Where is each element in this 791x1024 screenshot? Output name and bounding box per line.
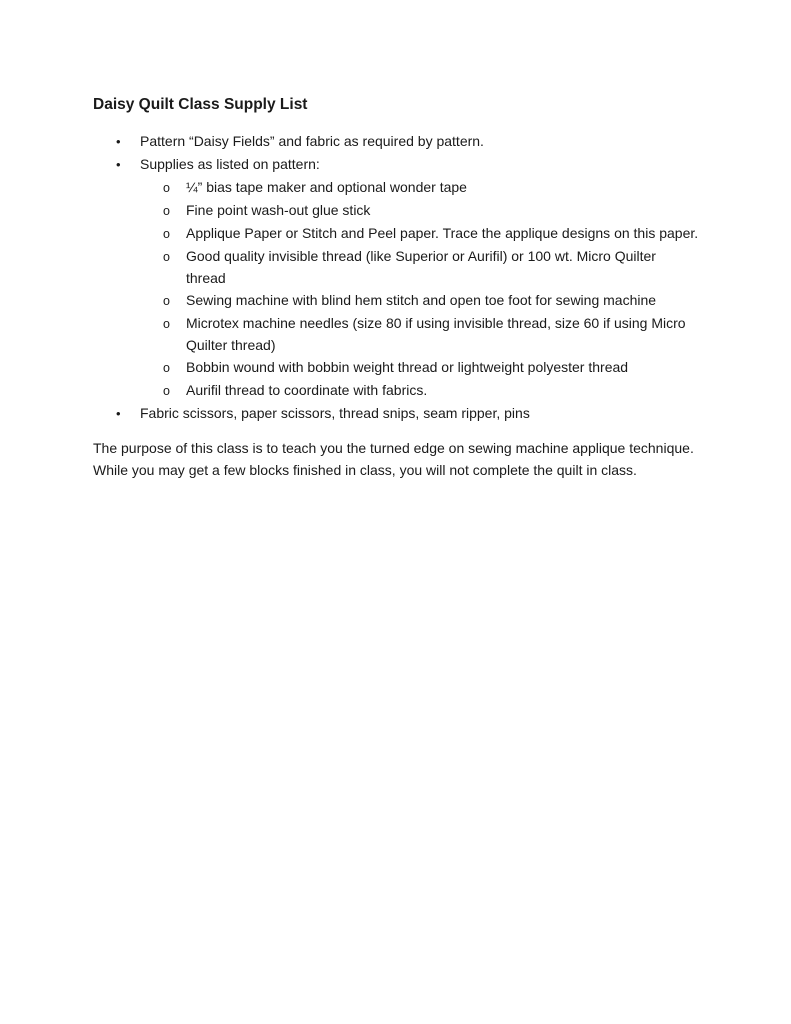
bullet-item-text: Aurifil thread to coordinate with fabrics. bbox=[186, 382, 428, 398]
bullet-item-text: Microtex machine needles (size 80 if using invisible thread, size 60 if using Micro Quilter thread) bbox=[186, 315, 686, 353]
bullet-item-text: Applique Paper or Stitch and Peel paper. Trace the applique designs on this paper. bbox=[186, 225, 699, 241]
circle-marker-icon: o bbox=[163, 317, 170, 331]
circle-marker-icon: o bbox=[163, 250, 170, 264]
purpose-paragraph: The purpose of this class is to teach you the turned edge on sewing machine applique technique. While you may get a few blocks finished in class, you will not complete the quilt in class. bbox=[93, 440, 694, 478]
bullet-item bbox=[93, 153, 699, 176]
sub-bullet-item bbox=[93, 312, 699, 356]
bullet-marker-icon: • bbox=[116, 406, 121, 421]
bullet-item-text: Fabric scissors, paper scissors, thread snips, seam ripper, pins bbox=[140, 405, 530, 421]
sub-bullet-item bbox=[93, 356, 699, 379]
bullet-item-text: Fine point wash-out glue stick bbox=[186, 202, 371, 218]
circle-marker-icon: o bbox=[163, 204, 170, 218]
circle-marker-icon: o bbox=[163, 227, 170, 241]
sub-bullet-item bbox=[93, 379, 699, 402]
bullet-item-text: Pattern “Daisy Fields” and fabric as required by pattern. bbox=[140, 133, 484, 149]
circle-marker-icon: o bbox=[163, 294, 170, 308]
bullet-item-text: Sewing machine with blind hem stitch and open toe foot for sewing machine bbox=[186, 292, 657, 308]
bullet-marker-icon: • bbox=[116, 157, 121, 172]
circle-marker-icon: o bbox=[163, 181, 170, 195]
circle-marker-icon: o bbox=[163, 361, 170, 375]
bullet-item-text: Good quality invisible thread (like Superior or Aurifil) or 100 wt. Micro Quilter thread bbox=[186, 248, 656, 286]
bullet-marker-icon: • bbox=[116, 134, 121, 149]
bullet-item bbox=[93, 402, 699, 425]
sub-bullet-item bbox=[93, 245, 699, 289]
sub-bullet-item bbox=[93, 176, 699, 199]
circle-marker-icon: o bbox=[163, 384, 170, 398]
bullet-item-text: Supplies as listed on pattern: bbox=[140, 156, 320, 172]
bullet-item-text: Bobbin wound with bobbin weight thread or lightweight polyester thread bbox=[186, 359, 629, 375]
bullet-item bbox=[93, 130, 699, 153]
sub-bullet-item bbox=[93, 199, 699, 222]
supply-list bbox=[93, 130, 699, 425]
sub-bullet-item bbox=[93, 289, 699, 312]
sub-bullet-item bbox=[93, 222, 699, 245]
bullet-item-text: ¼” bias tape maker and optional wonder tape bbox=[186, 179, 467, 195]
document-title: Daisy Quilt Class Supply List bbox=[93, 96, 308, 113]
